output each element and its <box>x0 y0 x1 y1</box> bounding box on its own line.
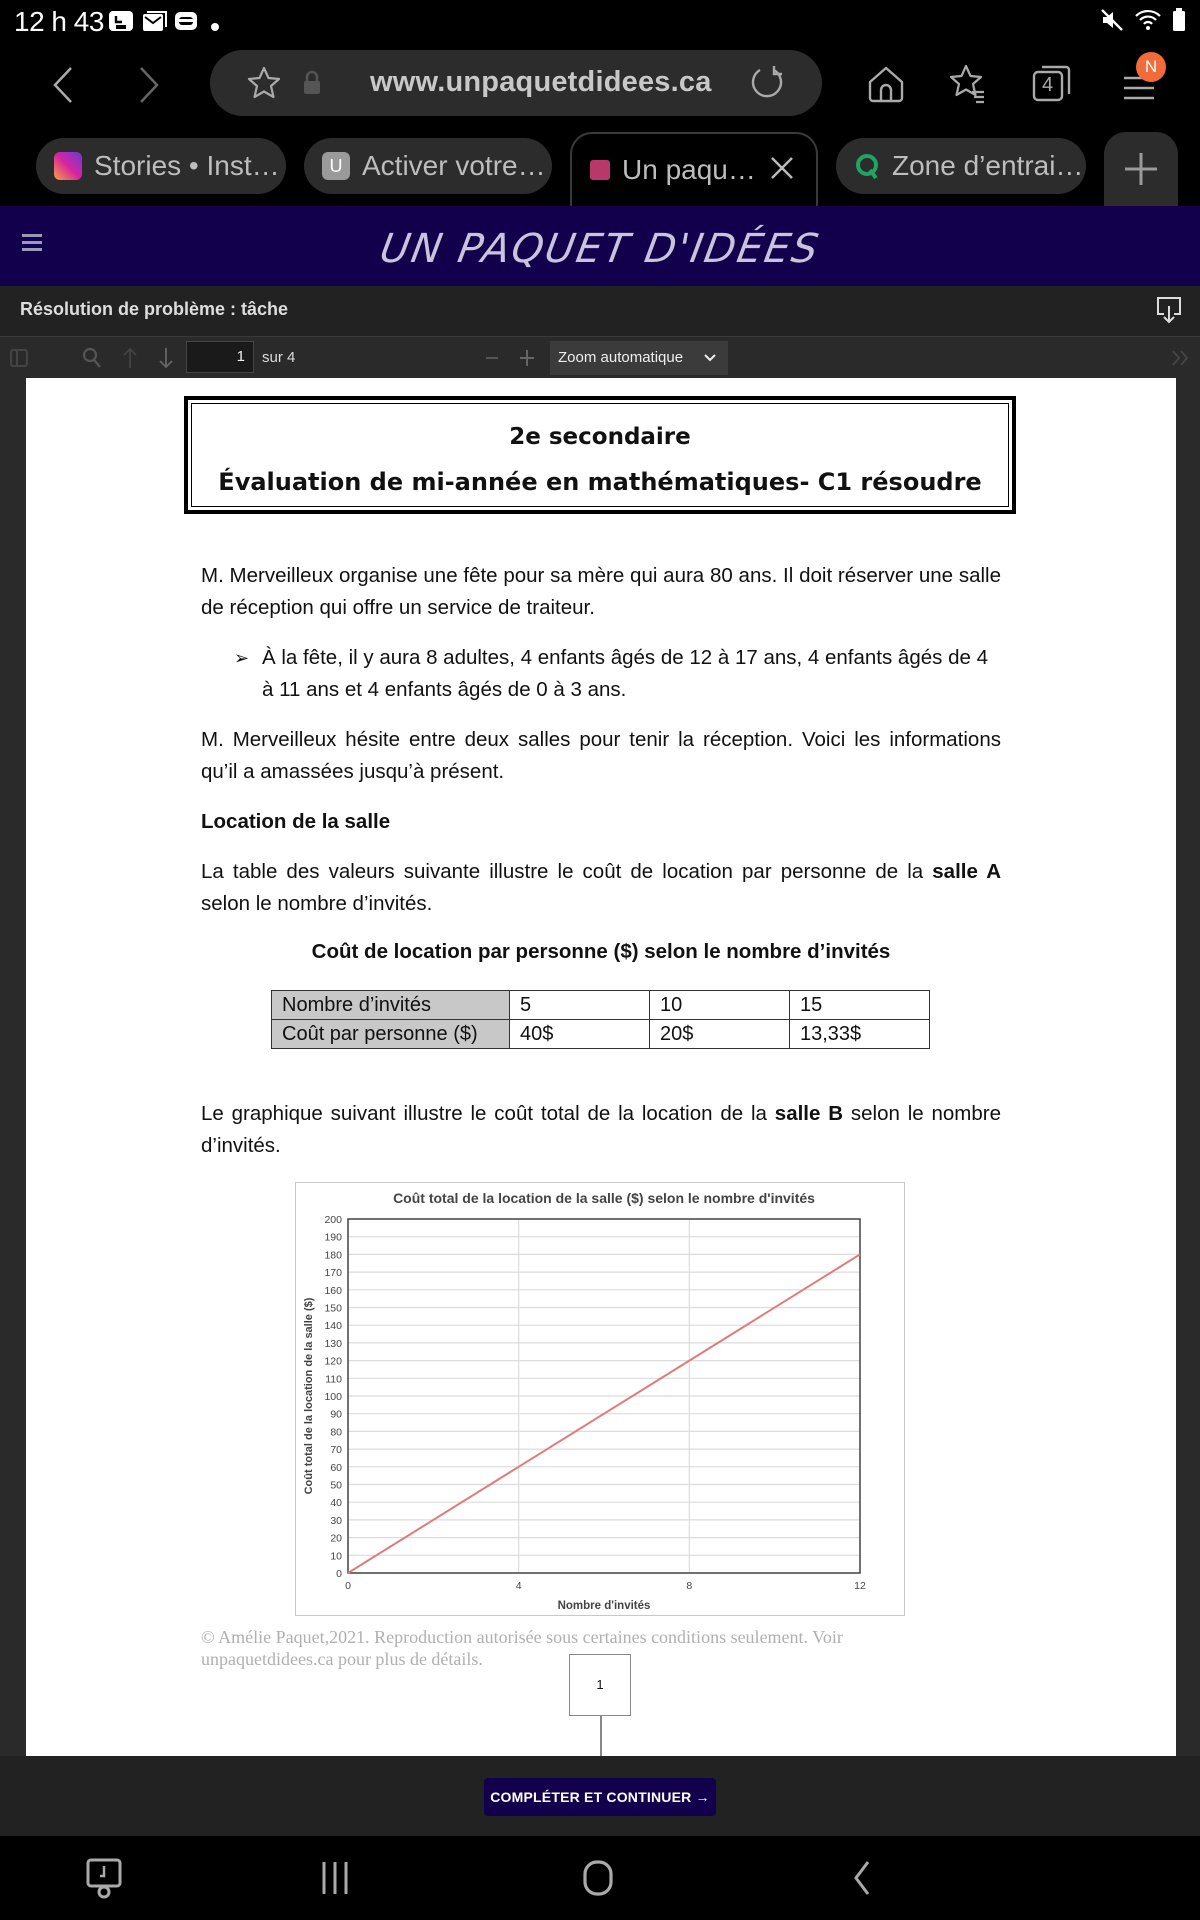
svg-text:110: 110 <box>325 1373 342 1386</box>
tab-zone[interactable] <box>836 138 1086 194</box>
evaluation-title: Évaluation de mi-année en mathématiques- C1 résoudre <box>218 468 982 496</box>
profile-badge: N <box>1136 52 1166 82</box>
svg-text:40: 40 <box>330 1497 342 1510</box>
svg-text:8: 8 <box>686 1580 693 1592</box>
tab-instagram[interactable] <box>36 138 286 194</box>
bookmarks-icon[interactable] <box>946 62 990 106</box>
home-nav-icon[interactable] <box>582 1856 614 1900</box>
url-text: www.unpaquetdidees.ca <box>370 66 712 98</box>
page-count: sur 4 <box>262 349 296 366</box>
tab-label: Un paqu… <box>622 154 756 185</box>
reload-icon[interactable] <box>748 64 786 102</box>
svg-text:170: 170 <box>324 1267 342 1280</box>
tab-count: 4 <box>1042 74 1054 96</box>
text-run: La table des valeurs suivante illustre le coût de location par personne de la <box>201 860 933 883</box>
x-axis-label: Nombre d'invités <box>557 1600 651 1612</box>
copyright-line: unpaquetdidees.ca pour plus de détails. <box>201 1649 483 1669</box>
bottom-action-bar <box>0 1756 1200 1836</box>
svg-text:30: 30 <box>330 1514 342 1527</box>
mail-icon <box>142 10 168 32</box>
table-cell: 40$ <box>510 1020 650 1049</box>
tab-activer[interactable] <box>304 138 552 194</box>
search-icon[interactable] <box>82 347 102 369</box>
table-cell: 5 <box>510 991 650 1020</box>
site-logo[interactable]: UN PAQUET D'IDÉES <box>376 226 824 272</box>
mute-icon <box>1100 8 1124 32</box>
table-cell: 13,33$ <box>790 1020 930 1049</box>
svg-text:190: 190 <box>324 1231 342 1244</box>
document-title: Résolution de problème : tâche <box>20 299 289 319</box>
svg-text:12: 12 <box>854 1580 866 1592</box>
u-icon: U <box>322 152 350 180</box>
text-run: Le graphique suivant illustre le coût total de la location de la <box>201 1102 775 1125</box>
svg-text:50: 50 <box>330 1479 342 1492</box>
tab-label: Activer votre… <box>362 150 546 181</box>
plus-icon <box>1123 151 1159 187</box>
grade-label: 2e secondaire <box>509 424 691 450</box>
svg-text:0: 0 <box>336 1568 342 1580</box>
row-header: Nombre d’invités <box>272 991 510 1020</box>
status-bar <box>0 0 1200 44</box>
back-button[interactable] <box>38 60 88 110</box>
row-header: Coût par personne ($) <box>272 1020 510 1049</box>
page-number-box: 1 <box>569 1654 631 1716</box>
chevron-down-icon <box>704 354 716 362</box>
svg-text:160: 160 <box>324 1284 342 1297</box>
tabs-button[interactable] <box>1030 62 1074 106</box>
site-header <box>0 206 1200 286</box>
svg-text:180: 180 <box>324 1249 342 1262</box>
svg-text:150: 150 <box>324 1302 342 1315</box>
arrow-bullet-icon: ➢ <box>234 648 250 668</box>
pdf-viewport[interactable] <box>0 378 1200 1756</box>
browser-toolbar <box>0 44 1200 124</box>
browser-menu-button[interactable] <box>1120 57 1164 106</box>
text-run-bold: salle A <box>932 860 1001 883</box>
svg-text:80: 80 <box>330 1426 342 1439</box>
clock: 12 h 43 <box>14 6 104 37</box>
text-run-bold: salle B <box>774 1102 844 1125</box>
svg-text:0: 0 <box>345 1580 351 1592</box>
chevron-left-icon <box>51 66 75 104</box>
line-chart <box>296 1183 906 1617</box>
table-cell: 10 <box>650 991 790 1020</box>
tab-un-paquet[interactable] <box>570 132 818 206</box>
pdf-toolbar <box>0 336 1200 378</box>
zoom-in-icon[interactable] <box>518 347 536 369</box>
table-row <box>272 991 930 1020</box>
sidebar-toggle-icon[interactable] <box>10 349 28 367</box>
address-bar[interactable] <box>210 50 822 116</box>
close-tab-icon[interactable] <box>770 156 794 180</box>
recent-apps-screen-icon[interactable] <box>86 1856 122 1900</box>
section-heading: Location de la salle <box>201 810 391 833</box>
table-cell: 15 <box>790 991 930 1020</box>
copyright-line: © Amélie Paquet,2021. Reproduction autorisée sous certaines conditions seulement. Voir <box>201 1627 843 1647</box>
tab-label: Zone d’entrai… <box>892 150 1084 181</box>
dot-icon <box>210 16 220 38</box>
instagram-icon <box>54 152 82 180</box>
salle-a-paragraph <box>201 856 1001 920</box>
chart-title: Coût total de la location de la salle ($) selon le nombre d'invités <box>393 1190 815 1206</box>
y-axis-label: Coût total de la location de la salle ($) <box>303 1297 315 1495</box>
wifi-icon <box>1134 8 1162 32</box>
chevron-right-icon <box>137 66 161 104</box>
text-run: selon le nombre d’invités. <box>201 892 433 915</box>
svg-text:20: 20 <box>330 1532 342 1545</box>
svg-text:100: 100 <box>324 1391 342 1403</box>
svg-text:4: 4 <box>515 1580 522 1592</box>
table-row <box>272 1020 930 1049</box>
svg-text:120: 120 <box>324 1355 342 1368</box>
svg-text:140: 140 <box>324 1320 342 1333</box>
salle-b-chart <box>295 1182 905 1616</box>
pdf-title-bar <box>0 286 1200 336</box>
message-icon <box>174 10 198 32</box>
svg-text:130: 130 <box>324 1337 342 1350</box>
gift-box-icon <box>590 160 610 180</box>
battery-icon <box>1172 8 1186 32</box>
svg-text:90: 90 <box>330 1408 342 1421</box>
back-nav-icon[interactable] <box>850 1856 874 1900</box>
home-icon[interactable] <box>864 62 908 106</box>
svg-text:200: 200 <box>324 1214 342 1226</box>
zoom-select[interactable] <box>550 341 728 375</box>
intro-paragraph: M. Merveilleux organise une fête pour sa mère qui aura 80 ans. Il doit réserver une salle de réception qui offre un service de traiteur. <box>201 564 1001 619</box>
salle-a-table <box>271 990 930 1049</box>
zoom-out-icon[interactable] <box>484 349 500 367</box>
svg-text:60: 60 <box>330 1461 342 1474</box>
forward-button[interactable] <box>124 60 174 110</box>
next-page-icon[interactable] <box>158 347 174 369</box>
salle-b-paragraph <box>201 1098 1001 1162</box>
download-icon[interactable] <box>1156 296 1182 324</box>
text-run: selon le nombre d’invités. <box>201 1102 1001 1157</box>
table-cell: 20$ <box>650 1020 790 1049</box>
android-navigation-bar <box>0 1836 1200 1920</box>
tab-label: Stories • Inst… <box>94 150 280 181</box>
svg-text:10: 10 <box>330 1550 342 1563</box>
pdf-page <box>26 378 1176 1756</box>
document-title-box <box>184 396 1016 514</box>
q-icon <box>854 152 882 180</box>
table-caption: Coût de location par personne ($) selon le nombre d’invités <box>311 940 891 963</box>
svg-text:70: 70 <box>330 1444 342 1457</box>
new-tab-button[interactable] <box>1104 132 1178 206</box>
complete-continue-button[interactable]: COMPLÉTER ET CONTINUER → <box>484 1778 716 1816</box>
previous-page-icon[interactable] <box>122 347 138 369</box>
assistant-icon <box>108 10 134 32</box>
tab-strip <box>0 128 1200 206</box>
guests-bullet: À la fête, il y aura 8 adultes, 4 enfants âgés de 12 à 17 ans, 4 enfants âgés de 4 à 11 ans et 4 enfants âgés de 0 à 3 ans. <box>262 646 988 701</box>
page-number-input[interactable]: 1 <box>186 341 254 373</box>
recents-icon[interactable] <box>320 1856 350 1900</box>
more-tools-icon[interactable] <box>1170 349 1190 367</box>
salles-paragraph: M. Merveilleux hésite entre deux salles pour tenir la réception. Voici les informations qu’il a amassées jusqu’à présent. <box>201 728 1001 783</box>
lock-icon <box>302 70 322 96</box>
zoom-select-value: Zoom automatique <box>558 349 684 366</box>
bookmark-star-icon[interactable] <box>246 65 282 101</box>
divider <box>600 1716 602 1756</box>
